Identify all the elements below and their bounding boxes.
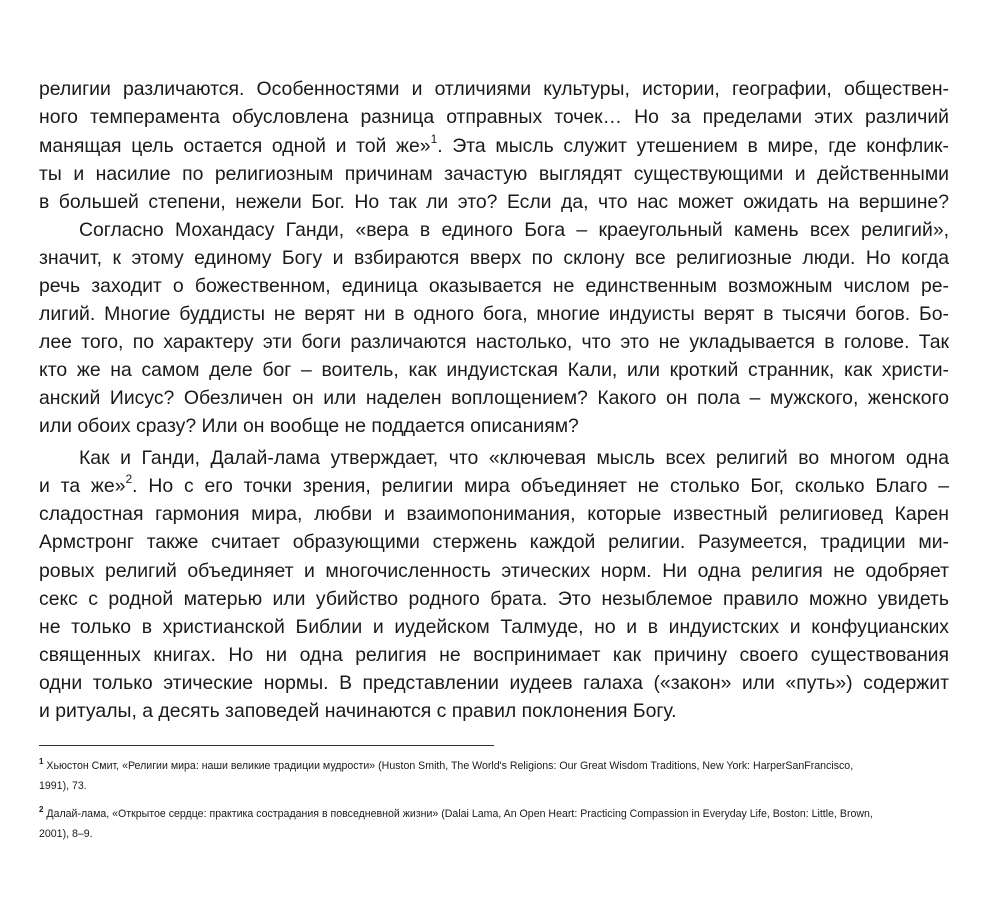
footnote-text: Далай-лама, «Открытое сердце: практика сострадания в повседневной жизни» (Dalai Lama, An Open Heart: Practicing Compassion in Everyday Life, Boston: Little, Brown, (46, 808, 873, 820)
text-fragment: . Но с его точки зрения, религии мира объединяет не столько Бог, сколько Благо – (132, 475, 949, 497)
footnote-1-cont: 1991), 73. (39, 780, 87, 792)
footnote-number: 2 (39, 805, 44, 814)
text-line: значит, к этому единому Богу и взбираются вверх по склону все религиозные люди. Но когда (39, 247, 949, 269)
footnote-number: 1 (39, 757, 44, 766)
text-line: сладостная гармония мира, любви и взаимопонимания, которые известный религиовед Карен (39, 503, 949, 525)
text-line: или обоих сразу? Или он вообще не поддается описаниям? (39, 415, 579, 437)
text-fragment: манящая цель остается одной и той же» (39, 135, 431, 157)
text-line: кто же на самом деле бог – воитель, как индуистская Кали, или кроткий странник, как христи- (39, 359, 949, 381)
text-line: секс с родной матерью или убийство родного брата. Это незыблемое правило можно увидеть (39, 588, 949, 610)
text-line: ровых религий объединяет и многочисленность этических норм. Ни одна религия не одобряет (39, 560, 949, 582)
footnote-divider (39, 745, 494, 746)
text-line: Как и Ганди, Далай-лама утверждает, что «ключевая мысль всех религий во многом одна (79, 447, 949, 469)
footnote-1 (39, 756, 954, 776)
text-line: и ритуалы, а десять заповедей начинаются с правил поклонения Богу. (39, 700, 677, 722)
text-line: ты и насилие по религиозным причинам зачастую выглядят существующими и действенными (39, 163, 949, 185)
text-line: в большей степени, нежели Бог. Но так ли это? Если да, что нас может ожидать на вершине? (39, 191, 949, 213)
text-fragment: и та же» (39, 475, 126, 497)
text-line: священных книгах. Но ни одна религия не воспринимает как причину своего существования (39, 644, 949, 666)
text-line (39, 132, 949, 160)
text-line: не только в христианской Библии и иудейском Талмуде, но и в индуистских и конфуцианских (39, 616, 949, 638)
text-line: лигий. Многие буддисты не верят ни в одного бога, многие индуисты верят в тысячи богов. Бо- (39, 303, 949, 325)
text-line: религии различаются. Особенностями и отличиями культуры, истории, географии, обществен- (39, 78, 949, 100)
text-line: речь заходит о божественном, единица оказывается не единственным возможным числом ре- (39, 275, 949, 297)
text-line: ного темперамента обусловлена разница отправных точек… Но за пределами этих различий (39, 106, 949, 128)
footnote-text: Хьюстон Смит, «Религии мира: наши великие традиции мудрости» (Huston Smith, The World's Religions: Our Great Wisdom Traditions, New York: HarperSanFrancisco, (46, 760, 854, 772)
text-line: Армстронг также считает образующими стержень каждой религии. Разумеется, традиции ми- (39, 531, 949, 553)
footnote-ref-1: 1 (430, 132, 438, 146)
text-line: одни только этические нормы. В представлении иудеев галаха («закон» или «путь») содержит (39, 672, 949, 694)
text-line (39, 472, 949, 500)
text-line: лее того, по характеру эти боги различаются настолько, что это не укладывается в голове. Так (39, 331, 949, 353)
footnote-2 (39, 804, 954, 824)
text-line: Согласно Мохандасу Ганди, «вера в единого Бога – краеугольный камень всех религий», (79, 219, 949, 241)
footnote-ref-2: 2 (125, 472, 133, 486)
footnote-2-cont: 2001), 8–9. (39, 828, 93, 840)
text-line: анский Иисус? Обезличен он или наделен воплощением? Какого он пола – мужского, женского (39, 387, 949, 409)
text-fragment: . Эта мысль служит утешением в мире, где конфлик- (437, 135, 950, 157)
